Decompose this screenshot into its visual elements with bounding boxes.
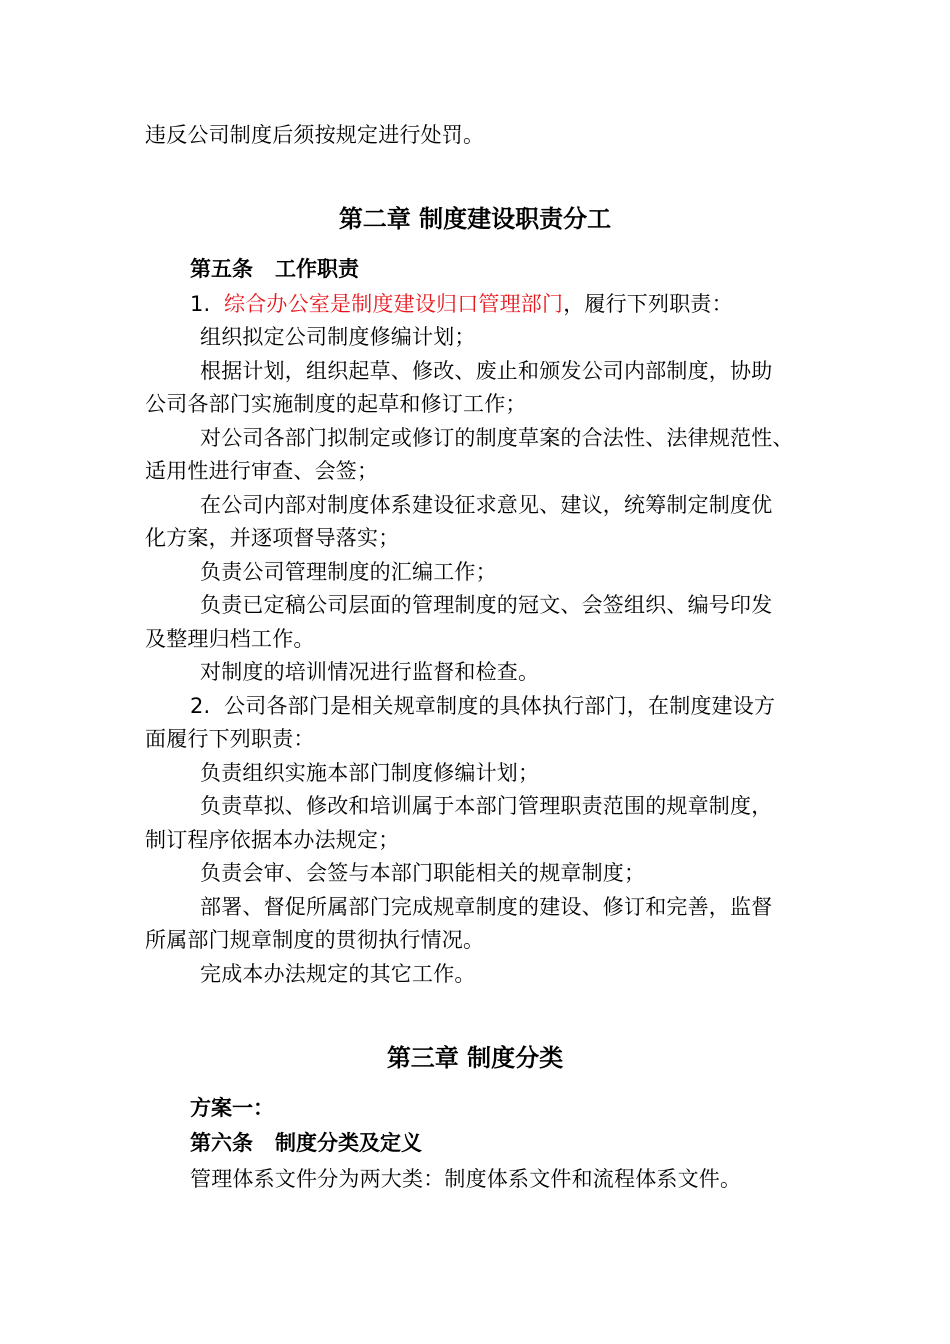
paragraph-line: 部署、督促所属部门完成规章制度的建设、修订和完善，监督: [200, 895, 773, 919]
paragraph-line: 及整理归档工作。: [145, 627, 315, 651]
list-text: ，履行下列职责：: [563, 292, 733, 316]
article-number: 第六条: [190, 1131, 253, 1155]
paragraph-line: 化方案，并逐项督导落实；: [145, 526, 400, 550]
paragraph-line: 管理体系文件分为两大类：制度体系文件和流程体系文件。: [190, 1167, 742, 1191]
article-title: 制度分类及定义: [275, 1131, 422, 1155]
list-item-2: [190, 691, 775, 721]
paragraph-line: 对公司各部门拟制定或修订的制度草案的合法性、法律规范性、: [200, 426, 794, 450]
paragraph-line: 公司各部门实施制度的起草和修订工作；: [145, 392, 527, 416]
paragraph-line: 组织拟定公司制度修编计划；: [200, 325, 476, 349]
paragraph-line: 所属部门规章制度的贯彻执行情况。: [145, 928, 485, 952]
paragraph-line: 在公司内部对制度体系建设征求意见、建议，统筹制定制度优: [200, 493, 773, 517]
list-number: 1.: [190, 292, 211, 316]
article-6-heading: [190, 1128, 422, 1158]
paragraph-line: 制订程序依据本办法规定；: [145, 828, 400, 852]
list-item-1: [190, 289, 733, 319]
highlighted-text: 综合办公室是制度建设归口管理部门: [224, 292, 564, 316]
article-number: 第五条: [190, 257, 253, 281]
list-text: 公司各部门是相关规章制度的具体执行部门，在制度建设方: [224, 694, 776, 718]
article-title: 工作职责: [275, 257, 359, 281]
paragraph-line: 负责草拟、修改和培训属于本部门管理职责范围的规章制度，: [200, 794, 773, 818]
paragraph-line: 适用性进行审查、会签；: [145, 459, 379, 483]
plan-heading: 方案一：: [190, 1096, 274, 1120]
list-number: 2.: [190, 694, 211, 718]
paragraph-line: 负责会审、会签与本部门职能相关的规章制度；: [200, 861, 646, 885]
paragraph-line: 负责已定稿公司层面的管理制度的冠文、会签组织、编号印发: [200, 593, 773, 617]
paragraph-line: 违反公司制度后须按规定进行处罚。: [145, 123, 485, 147]
paragraph-line: 负责公司管理制度的汇编工作；: [200, 560, 497, 584]
article-5-heading: [190, 254, 359, 284]
chapter-2-title: 第二章 制度建设职责分工: [338, 205, 612, 233]
chapter-3-title: 第三章 制度分类: [386, 1044, 564, 1072]
paragraph-line: 面履行下列职责：: [145, 727, 315, 751]
paragraph-line: 根据计划，组织起草、修改、废止和颁发公司内部制度，协助: [200, 359, 773, 383]
paragraph-line: 负责组织实施本部门制度修编计划；: [200, 761, 540, 785]
paragraph-line: 完成本办法规定的其它工作。: [200, 962, 476, 986]
paragraph-line: 对制度的培训情况进行监督和检查。: [200, 660, 540, 684]
